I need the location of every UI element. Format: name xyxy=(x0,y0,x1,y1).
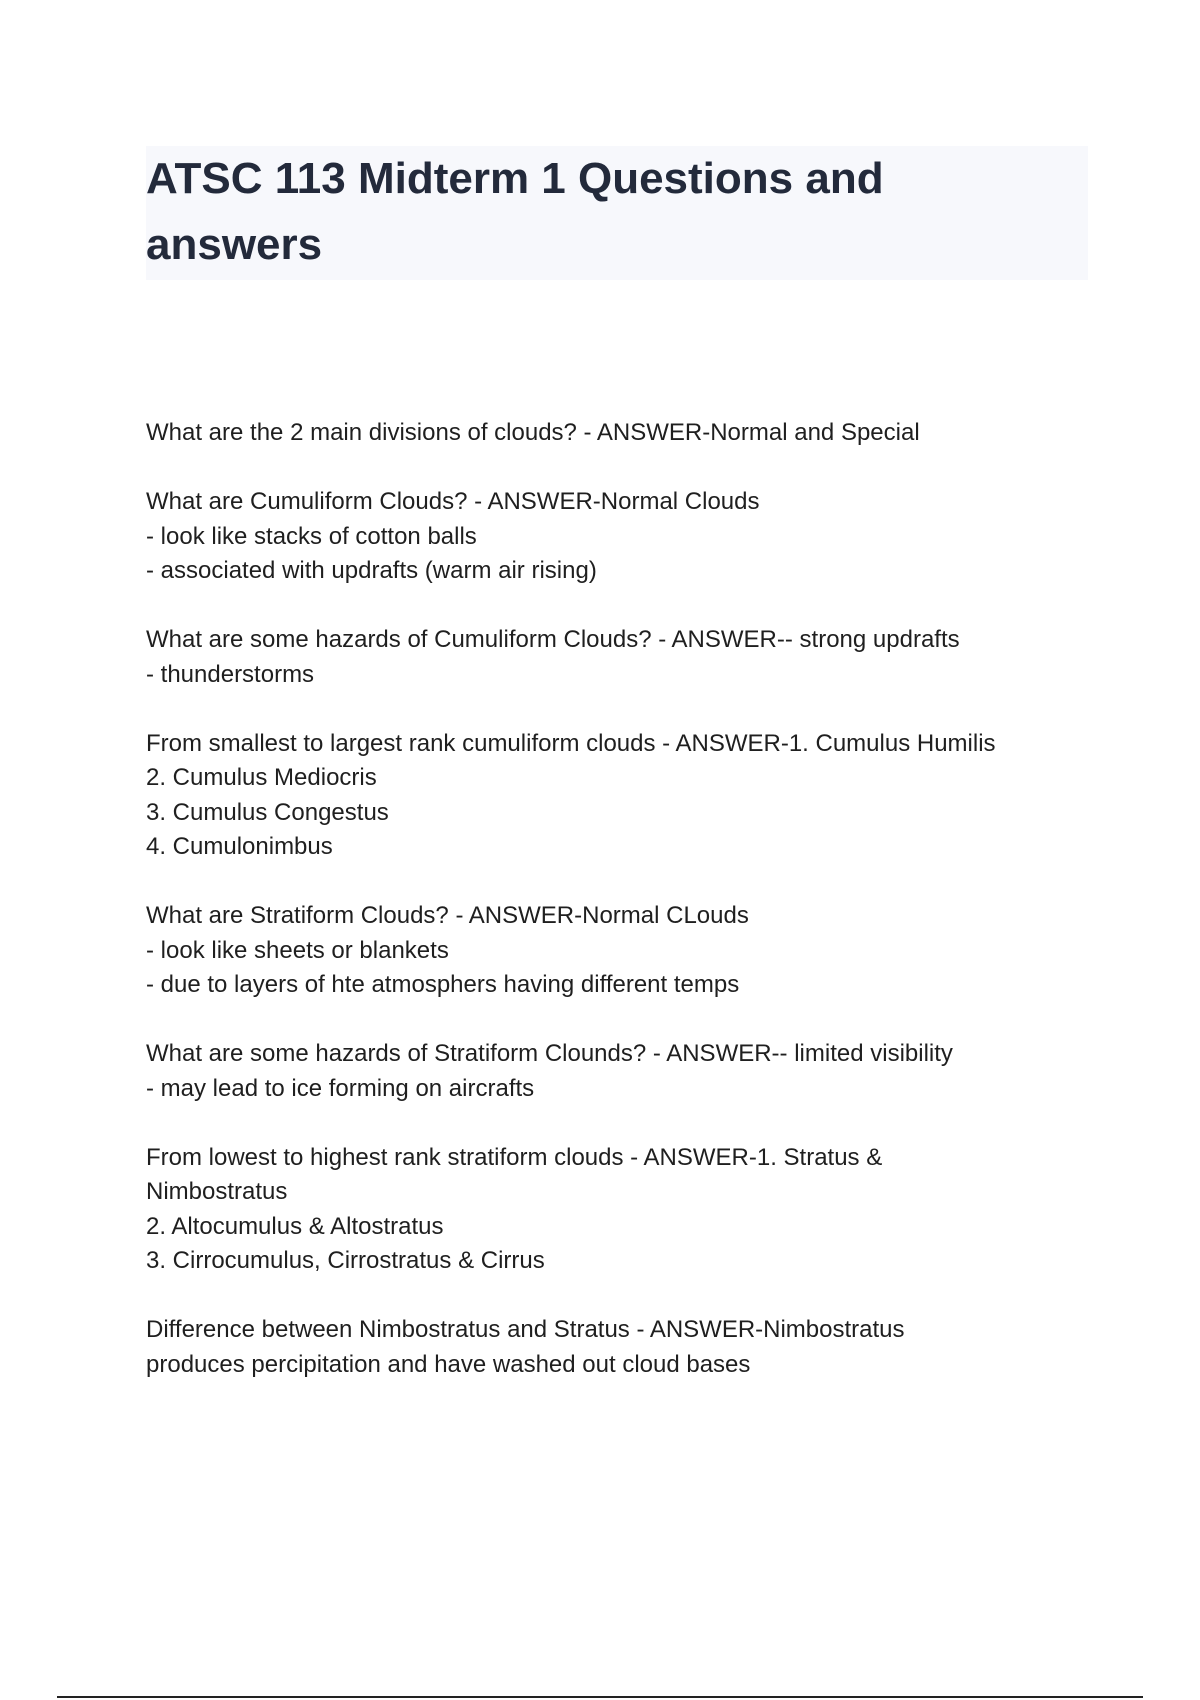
title-line: ATSC 113 Midterm 1 Questions and xyxy=(146,154,884,203)
qa-line: - look like sheets or blankets xyxy=(146,936,449,964)
qa-line: 3. Cirrocumulus, Cirrostratus & Cirrus xyxy=(146,1247,545,1274)
qa-line: - due to layers of hte atmosphers having different temps xyxy=(146,971,740,998)
qa-list xyxy=(146,416,1106,1382)
title-line: answers xyxy=(146,220,323,269)
qa-line: - associated with updrafts (warm air rising) xyxy=(146,557,597,584)
qa-item xyxy=(146,623,1106,692)
qa-item xyxy=(146,485,1106,589)
qa-item xyxy=(146,727,1106,865)
qa-line: What are some hazards of Cumuliform Clouds? - ANSWER-- strong updrafts xyxy=(146,626,960,653)
qa-line: 4. Cumulonimbus xyxy=(146,833,333,860)
qa-line: From lowest to highest rank stratiform clouds - ANSWER-1. Stratus & xyxy=(146,1143,883,1171)
qa-line: What are some hazards of Stratiform Clounds? - ANSWER-- limited visibility xyxy=(146,1040,953,1067)
qa-line: - may lead to ice forming on aircrafts xyxy=(146,1074,535,1102)
qa-item xyxy=(146,899,1106,1003)
footer-divider xyxy=(57,1696,1143,1698)
qa-line: Nimbostratus xyxy=(146,1178,288,1205)
qa-item xyxy=(146,1313,1106,1382)
qa-line: What are Stratiform Clouds? - ANSWER-Normal CLouds xyxy=(146,902,749,929)
qa-line: Difference between Nimbostratus and Stratus - ANSWER-Nimbostratus xyxy=(146,1316,905,1343)
qa-line: What are the 2 main divisions of clouds? - ANSWER-Normal and Special xyxy=(146,419,920,446)
qa-item xyxy=(146,1141,1106,1279)
qa-line: - look like stacks of cotton balls xyxy=(146,522,477,550)
qa-item xyxy=(146,416,1106,451)
document-title xyxy=(146,146,1086,278)
qa-line: From smallest to largest rank cumuliform clouds - ANSWER-1. Cumulus Humilis xyxy=(146,729,996,757)
qa-line: What are Cumuliform Clouds? - ANSWER-Normal Clouds xyxy=(146,488,760,515)
qa-line: - thunderstorms xyxy=(146,660,315,688)
qa-line: 2. Altocumulus & Altostratus xyxy=(146,1212,444,1240)
qa-line: produces percipitation and have washed out cloud bases xyxy=(146,1350,751,1378)
title-banner xyxy=(146,146,1088,280)
qa-line: 3. Cumulus Congestus xyxy=(146,798,389,826)
qa-item xyxy=(146,1037,1106,1106)
qa-line: 2. Cumulus Mediocris xyxy=(146,764,377,791)
